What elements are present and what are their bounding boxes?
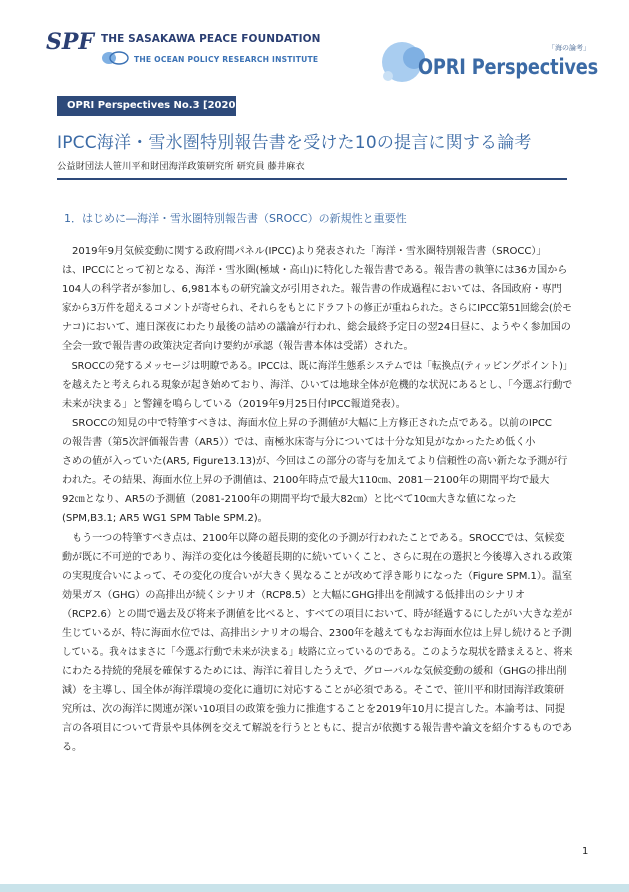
body-line: われた。その結果、海面水位上昇の予測値は、2100年時点で最大110㎝、2081－2100年の期間平均で最大 xyxy=(62,475,550,486)
body-line: 減）を主導し、国全体が海洋環境の変化に適切に対応することが必須である。そこで、笹川平和財団海洋政策研 xyxy=(62,685,564,696)
page-number: 1 xyxy=(582,846,589,857)
page-title: IPCC海洋・雪氷圏特別報告書を受けた10の提言に関する論考 xyxy=(57,133,532,153)
org-name: THE SASAKAWA PEACE FOUNDATION xyxy=(101,33,321,45)
body-line: 104人の科学者が参加し、6,981本もの研究論文が引用された。報告書の作成過程においては、各国政府・専門 xyxy=(62,284,562,295)
body-line: 家から3万件を超えるコメントが寄せられ、それらをもとにドラフトの修正が重ねられた。さらにIPCC第51回総会(於モ xyxy=(62,303,572,314)
author-line: 公益財団法人笹川平和財団海洋政策研究所 研究員 藤井麻衣 xyxy=(57,161,305,172)
body-line: 2019年9月気候変動に関する政府間パネル(IPCC)より発表された「海洋・雪氷圏特別報告書（SROCC）」 xyxy=(62,246,547,257)
body-line: 動が既に不可逆的であり、海洋の変化は今後超長期的に続いていくこと、さらに現在の選択と今後導入される政策 xyxy=(62,552,573,563)
body-line: ナコ)において、連日深夜にわたり最後の詰めの議論が行われ、総会最終予定日の翌24日昼に、ようやく参加国の xyxy=(62,322,571,333)
body-line: は、IPCCにとって初となる、海洋・雪氷圏(極域・高山)に特化した報告書である。報告書の執筆には36カ国から xyxy=(62,265,568,276)
body-line: （RCP2.6）との間で過去及び将来予測値を比べると、すべての項目において、時が経過するにしたがい大きな差が xyxy=(62,609,573,620)
body-line: 全会一致で報告書の政策決定者向け要約が承認（報告書本体は受諾）された。 xyxy=(62,341,414,352)
section-heading: 1．はじめに―海洋・雪氷圏特別報告書（SROCC）の新規性と重要性 xyxy=(64,212,407,225)
institute-name: THE OCEAN POLICY RESEARCH INSTITUTE xyxy=(134,55,319,64)
body-line: にわたる持続的発展を確保するためには、海洋に着目したうえで、グローバルな気候変動の緩和（GHGの排出削 xyxy=(62,666,567,677)
spf-logo-icon xyxy=(46,28,96,54)
body-line: さめの値が入っていた(AR5, Figure13.13)が、今回はこの部分の寄与を加えてより信頼性の高い新たな予測が行 xyxy=(62,456,568,467)
title-divider xyxy=(57,178,567,180)
svg-text:SPF: SPF xyxy=(46,29,95,54)
body-line: 未来が決まる」と警鐘を鳴らしている（2019年9月25日付IPCC報道発表）。 xyxy=(62,399,406,410)
series-title: OPRI Perspectives xyxy=(418,55,599,79)
footer-bar xyxy=(0,884,629,892)
issue-badge: OPRI Perspectives No.3 [2020] xyxy=(57,96,236,116)
body-line: の実現度合いによって、その変化の度合いが大きく異なることが改めて浮き彫りになった（Figure SPM.1）。温室 xyxy=(62,571,572,582)
body-line: 92㎝となり、AR5の予測値（2081-2100年の期間平均で最大82㎝）と比べて10㎝大きな値になった xyxy=(62,494,517,505)
body-line: 究所は、次の海洋に関連が深い10項目の政策を強力に推進することを2019年10月に提言した。本論考は、同提 xyxy=(62,704,565,715)
body-line: (SPM,B3.1; AR5 WG1 SPM Table SPM.2)。 xyxy=(62,513,268,524)
body-line: SROCCの発するメッセージは明瞭である。IPCCは、既に海洋生態系システムでは「転換点(ティッピングポイント)」 xyxy=(62,361,573,372)
body-line: 言の各項目について背景や具体例を交えて解説を行うとともに、提言が依拠する報告書や論文を紹介するものであ xyxy=(62,723,573,734)
body-line: SROCCの知見の中で特筆すべきは、海面水位上昇の予測値が大幅に上方修正された点である。以前のIPCC xyxy=(62,418,552,429)
body-line: もう一つの特筆すべき点は、2100年以降の超長期的変化の予測が行われたことである。SROCCでは、気候変 xyxy=(62,533,565,544)
body-line: 効果ガス（GHG）の高排出が続くシナリオ（RCP8.5）と大幅にGHG排出を削減する低排出のシナリオ xyxy=(62,590,526,601)
body-line: る。 xyxy=(62,742,83,753)
body-line: を越えたと考えられる現象が起き始めており、海洋、ひいては地球全体が危機的な状況にあるとし、「今選ぶ行動で xyxy=(62,380,573,391)
series-small-label: 「海の論考」 xyxy=(548,44,590,52)
body-line: の報告書（第5次評価報告書（AR5））では、南極氷床寄与分については十分な知見がなかったため低く小 xyxy=(62,437,536,448)
body-line: 生じているが、特に海面水位では、高排出シナリオの場合、2300年を越えてもなお海面水位は上昇し続けると予測 xyxy=(62,628,572,639)
body-line: している。我々はまさに「今選ぶ行動で未来が決まる」岐路に立っているのである。このような現状を踏まえると、将来 xyxy=(62,647,573,658)
opri-logo-icon xyxy=(101,51,129,65)
